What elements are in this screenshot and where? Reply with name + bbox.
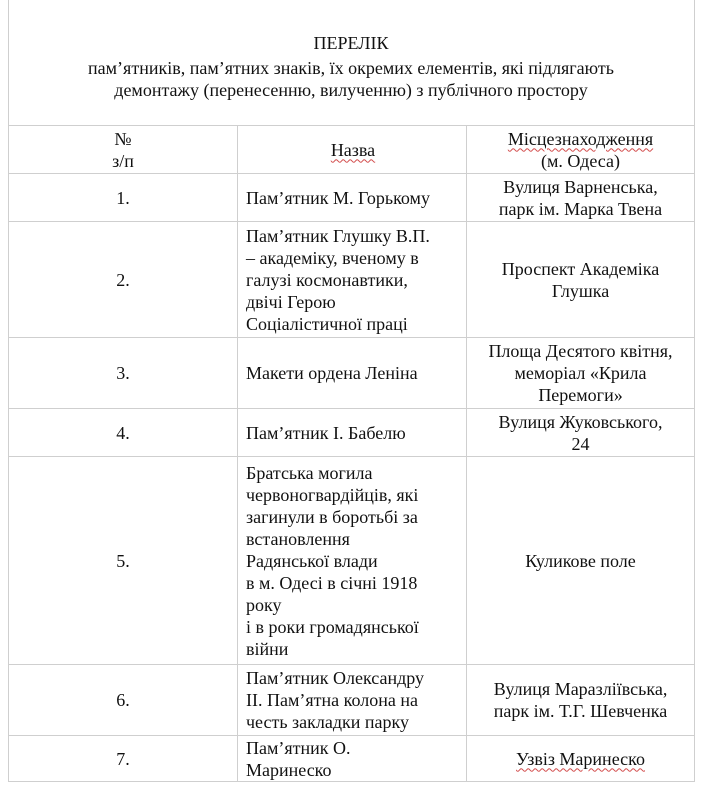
row-name-line: Пам’ятник О. — [246, 737, 351, 758]
row-location — [467, 736, 695, 782]
row-location-line: Куликове поле — [525, 550, 636, 571]
row-name-line: року — [246, 594, 282, 615]
document-title: ПЕРЕЛІК — [313, 33, 389, 53]
row-num: 6. — [9, 665, 238, 736]
row-location — [467, 665, 695, 736]
row-location — [467, 174, 695, 222]
row-num: 7. — [9, 736, 238, 782]
table-row — [9, 222, 695, 338]
document-page — [8, 0, 694, 800]
row-num: 1. — [9, 174, 238, 222]
row-name-line: загинули в боротьбі за — [246, 506, 418, 527]
row-location-line: Вулиця Варненська, — [503, 176, 658, 197]
row-location-line: Узвіз Маринеско — [516, 748, 645, 769]
row-name-line: Макети ордена Леніна — [246, 363, 418, 383]
table-row — [9, 174, 695, 222]
row-name-line: честь закладки парку — [246, 712, 410, 732]
document-subtitle-line1: пам’ятників, пам’ятних знаків, їх окремих елементів, які підлягають — [88, 58, 614, 78]
header-num-line2: з/п — [112, 150, 134, 171]
row-location-line: 24 — [571, 433, 590, 454]
row-name — [238, 457, 467, 665]
row-name — [238, 665, 467, 736]
header-name-text: Назва — [330, 139, 376, 160]
row-name-line: і в роки громадянської — [246, 616, 419, 637]
header-location-line2: (м. Одеса) — [541, 150, 620, 171]
header-num-line1: № — [114, 128, 132, 149]
row-name-line: Радянської влади — [246, 550, 378, 571]
row-location-line: меморіал «Крила — [514, 363, 647, 383]
row-location-line: Проспект Академіка — [501, 258, 660, 279]
row-name-line: Маринеско — [246, 759, 332, 780]
row-name-line: Братська могила — [246, 462, 373, 483]
row-name-line: війни — [246, 638, 289, 659]
row-name-line: – академіку, вченому в — [246, 247, 419, 268]
row-location-line: Площа Десятого квітня, — [488, 341, 673, 361]
row-name-line: встановлення — [246, 528, 350, 549]
header-name — [238, 126, 467, 174]
document-subtitle-line2: демонтажу (перенесенню, вилученню) з публічного простору — [114, 80, 588, 100]
header-num — [9, 126, 238, 174]
row-location-line: Вулиця Жуковського, — [498, 411, 663, 432]
monuments-table — [8, 0, 695, 782]
row-name-line: червоногвардійців, які — [246, 484, 419, 505]
row-location-line: Вулиця Маразліївська, — [493, 679, 668, 699]
row-num: 2. — [9, 222, 238, 338]
row-name-line: галузі космонавтики, — [246, 269, 408, 290]
row-num: 4. — [9, 409, 238, 457]
row-location — [467, 457, 695, 665]
row-num: 3. — [9, 338, 238, 409]
row-location-line: парк ім. Т.Г. Шевченка — [493, 701, 668, 721]
row-name-line: Соціалістичної праці — [246, 313, 408, 334]
table-row — [9, 409, 695, 457]
table-row — [9, 457, 695, 665]
row-name-line: Пам’ятник М. Горькому — [246, 187, 430, 208]
row-location — [467, 222, 695, 338]
row-name-line: в м. Одесі в січні 1918 — [246, 572, 418, 593]
row-name — [238, 174, 467, 222]
row-name-line: Пам’ятник Олександру — [246, 668, 425, 688]
row-name — [238, 409, 467, 457]
row-name — [238, 736, 467, 782]
table-header-row — [9, 126, 695, 174]
row-name-line: Пам’ятник І. Бабелю — [246, 422, 406, 443]
row-location-line: Глушка — [551, 280, 610, 301]
row-name-line: Пам’ятник Глушку В.П. — [246, 225, 430, 246]
row-name — [238, 222, 467, 338]
table-row — [9, 338, 695, 409]
row-location — [467, 409, 695, 457]
table-row — [9, 736, 695, 782]
header-location — [467, 126, 695, 174]
row-name-line: ІІ. Пам’ятна колона на — [246, 690, 418, 710]
row-num: 5. — [9, 457, 238, 665]
table-row — [9, 665, 695, 736]
header-location-line1: Місцезнаходження — [507, 128, 654, 149]
row-location-line: парк ім. Марка Твена — [498, 198, 663, 219]
row-name-line: двічі Герою — [246, 291, 336, 312]
row-location — [467, 338, 695, 409]
row-location-line: Перемоги» — [538, 385, 623, 405]
row-name — [238, 338, 467, 409]
document-subtitle — [8, 57, 694, 101]
